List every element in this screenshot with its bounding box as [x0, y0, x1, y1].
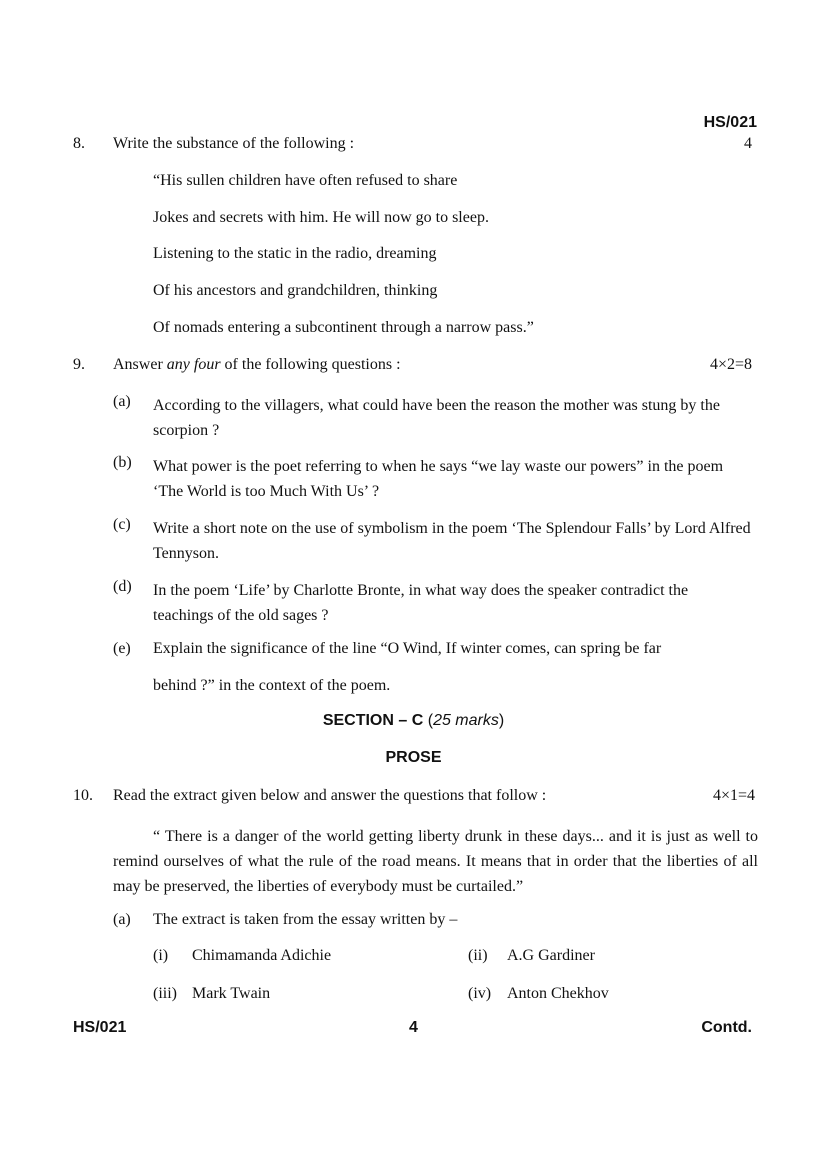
- question-number: 10.: [73, 787, 93, 804]
- item-label: (c): [113, 516, 131, 533]
- poem-line: “His sullen children have often refused to share: [153, 172, 458, 189]
- option-label: (iii): [153, 985, 177, 1002]
- item-label: (b): [113, 454, 132, 471]
- section-subtitle: PROSE: [385, 749, 442, 766]
- header-paper-code: HS/021: [703, 114, 757, 131]
- option-text: A.G Gardiner: [507, 947, 595, 964]
- item-text: Explain the significance of the line “O Wind, If winter comes, can spring be far: [153, 640, 662, 657]
- poem-line: Jokes and secrets with him. He will now go to sleep.: [153, 209, 489, 226]
- poem-line: Of his ancestors and grandchildren, thinking: [153, 282, 438, 299]
- item-label: (d): [113, 578, 132, 595]
- item-text: behind ?” in the context of the poem.: [153, 677, 391, 694]
- question-text: Answer any four of the following questions :: [113, 356, 401, 373]
- option-label: (i): [153, 947, 169, 964]
- question-number: 9.: [73, 356, 85, 373]
- item-text: The extract is taken from the essay written by –: [153, 911, 458, 928]
- footer-paper-code: HS/021: [73, 1019, 127, 1036]
- item-label: (a): [113, 911, 131, 928]
- question-text: Write the substance of the following :: [113, 135, 355, 152]
- option-text: Mark Twain: [192, 985, 271, 1002]
- item-text: Write a short note on the use of symbolism in the poem ‘The Splendour Falls’ by Lord Alfred Tennyson.: [153, 520, 751, 562]
- footer-contd: Contd.: [701, 1019, 752, 1036]
- prose-extract: “ There is a danger of the world getting liberty drunk in these days... and it is just as well to remind ourselves of what the rule of the road means. It means that in order that the liberties of all may be preserved, the liberties of everybody must be curtailed.”: [113, 828, 758, 895]
- question-marks: 4×1=4: [712, 787, 755, 804]
- poem-line: Of nomads entering a subcontinent through a narrow pass.”: [153, 319, 534, 336]
- item-text: What power is the poet referring to when he says “we lay waste our powers” in the poem ‘The World is too Much With Us’ ?: [153, 458, 724, 500]
- page-number: 4: [409, 1019, 418, 1036]
- option-label: (iv): [468, 985, 492, 1002]
- option-text: Chimamanda Adichie: [192, 947, 332, 964]
- option-label: (ii): [468, 947, 488, 964]
- question-marks: 4: [744, 135, 752, 152]
- item-text: In the poem ‘Life’ by Charlotte Bronte, in what way does the speaker contradict the teachings of the old sages ?: [153, 582, 689, 624]
- item-label: (e): [113, 640, 131, 657]
- item-text: According to the villagers, what could have been the reason the mother was stung by the scorpion ?: [153, 397, 720, 439]
- question-text: Read the extract given below and answer the questions that follow :: [113, 787, 547, 804]
- option-text: Anton Chekhov: [507, 985, 609, 1002]
- item-label: (a): [113, 393, 131, 410]
- poem-line: Listening to the static in the radio, dreaming: [153, 245, 437, 262]
- question-number: 8.: [73, 135, 85, 152]
- section-title: SECTION – C (25 marks): [322, 712, 505, 729]
- question-marks: 4×2=8: [709, 356, 752, 373]
